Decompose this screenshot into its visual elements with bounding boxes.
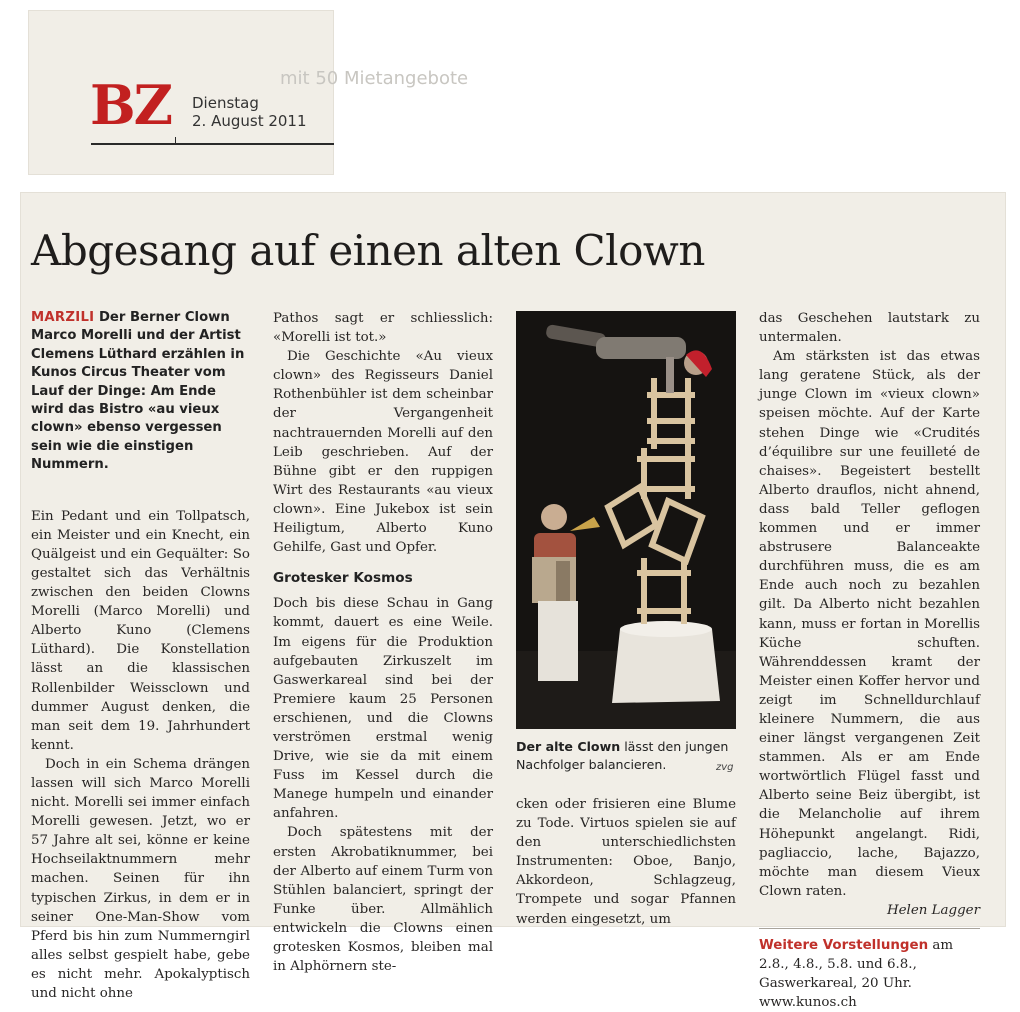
author-byline: Helen Lagger [886,902,980,918]
masthead-rule [91,143,334,145]
bz-logo: BZ [90,73,172,137]
publication-date: 2. August 2011 [192,112,307,130]
article-column-3 [516,795,736,929]
body-paragraph: Doch spätestens mit der ersten Akrobatiknummer, bei der Alberto auf einem Turm von Stühlen balanciert, springt der Funke über. Allmählich entwickeln die Clowns einen grotesken Kosmos, bleiben mal in Alphörnern ste- [273,825,493,975]
body-paragraph: Am stärksten ist das etwas lang geratene Stück, als der junge Clown im «vieux clown» speisen möchte. Auf der Karte stehen Dinge wie «Crudités d’équilibre sur une feuilleté de chaises». Begeistert bestellt Alberto drauflos, nicht ahnend, dass bald Teller geflogen kommen und er immer abstrusere Balanceakte durchführen muss, die es am Ende auch noch zu bezahlen gilt. Da Alberto nicht bezahlen kann, muss er fortan in Morellis Küche schuften. Währenddessen kramt der Meister einen Koffer hervor und zeigt im Schnelldurchlauf kleinere Nummern, die aus einer längst vergangenen Zeit stammen. Als er am Ende wortwörtlich Flügel fasst und Alberto seine Beiz übergibt, ist die Melancholie auf ihrem Höhepunkt angelangt. Ridi, pagliaccio, lache, Bajazzo, möchte man diesem Vieux Clown raten. [759,349,980,899]
article-column-2 [273,309,493,976]
lead-paragraph [31,309,250,475]
section-subhead: Grotesker Kosmos [273,570,413,587]
info-text: am 2.8., 4.8., 5.8. und 6.8., Gaswerkareal, 20 Uhr. www.kunos.ch [759,938,954,1011]
body-paragraph: cken oder frisieren eine Blume zu Tode. Virtuos spielen sie auf den unterschiedlichsten Instrumenten: Oboe, Banjo, Akkordeon, Schlagzeug, Trompete und sogar Pfannen werden eingesetzt, um [516,797,736,927]
info-label: Weitere Vorstellungen [759,938,929,953]
caption-bold: Der alte Clown [516,739,621,754]
photo-illustration [516,311,736,729]
body-paragraph: das Geschehen lautstark zu untermalen. [759,311,980,346]
article-column-1 [31,309,250,1003]
photo-credit: zvg [716,762,734,773]
clown-acrobat-photo [516,311,736,729]
body-paragraph: Doch in ein Schema drängen lassen will sich Marco Morelli nicht. Morelli sei immer einfach Morelli gewesen. Jetzt, wo er 57 Jahre alt sei, könne er keine Hochseilaktnummern mehr machen. Seinen für ihn typischen Zirkus, in dem er in seiner One-Man-Show vom Pferd bis hin zum Nummerngirl alles selbst gespielt habe, gebe es nicht mehr. Apokalyptisch und nicht ohne [31,756,250,1001]
lead-gap [31,475,250,507]
article-headline: Abgesang auf einen alten Clown [31,226,705,275]
lead-text: Der Berner Clown Marco Morelli und der Artist Clemens Lüthard erzählen in Kunos Circus Theater vom Lauf der Dinge: Am Ende wird das Bistro «au vieux clown» ebenso vergessen sein wie die einstigen Nummern. [31,310,245,473]
body-paragraph: Doch bis diese Schau in Gang kommt, dauert es eine Weile. Im eigens für die Produktion aufgebauten Zirkuszelt im Gaswerkareal sind bei der Premiere kaum 25 Personen erschienen, und die Clowns verströmen erstmal wenig Drive, wie sie da mit einem Fuss im Kessel durch die Manege humpeln und einander anfahren. [273,596,493,822]
lead-kicker: MARZILI [31,310,95,325]
info-box [759,936,980,1012]
body-paragraph: Die Geschichte «Au vieux clown» des Regisseurs Daniel Rothenbühler ist dem scheinbar der Vergangenheit nachtrauernden Morelli auf den Leib geschrieben. Auf der Bühne gibt er den ruppigen Wirt des Restaurants «au vieux clown». Eine Jukebox ist sein Heiligtum, Alberto Kuno Gehilfe, Gast und Opfer. [273,349,493,556]
publication-day: Dienstag [192,94,259,112]
article-column-4 [759,309,980,1012]
caption-text: lässt den jungen Nachfolger balancieren. [516,739,729,772]
body-paragraph: Pathos sagt er schliesslich: «Morelli ist tot.» [273,311,493,346]
photo-caption [516,738,736,774]
ghost-text: mit 50 Mietangebote [280,68,469,89]
masthead-tick [175,137,176,145]
masthead-clipping [28,10,334,175]
info-divider [759,928,980,929]
body-paragraph: Ein Pedant und ein Tollpatsch, ein Meister und ein Knecht, ein Quälgeist und ein Gequälter: So gestaltet sich das Verhältnis zwischen den beiden Clowns Morelli (Marco Morelli) und Alberto Kuno (Clemens Lüthard). Die Konstellation lässt an die klassischen Rollenbilder Weissclown und dummer August denken, die man seit dem 19. Jahrhundert kennt. [31,508,250,753]
